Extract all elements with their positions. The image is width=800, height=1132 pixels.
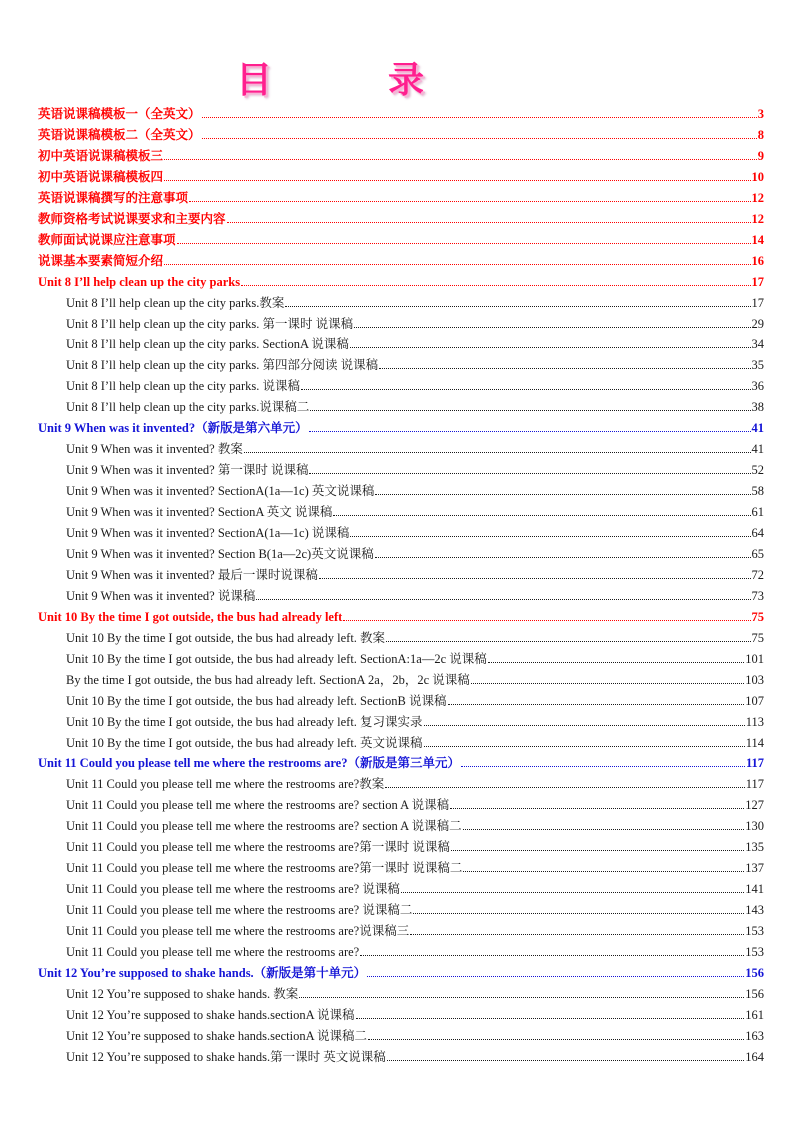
toc-entry[interactable]: [66, 940, 764, 960]
toc-page-number: 64: [751, 526, 764, 540]
toc-page-number: 29: [751, 316, 764, 331]
toc-entry[interactable]: [66, 395, 764, 415]
toc-entry-title: Unit 11 Could you please tell me where the restrooms are?说课稿三: [66, 924, 410, 939]
toc-page-number: 137: [745, 861, 764, 876]
toc-leader-dots: [164, 263, 750, 265]
toc-page-number: 114: [745, 735, 764, 750]
toc-leader-dots: [368, 1038, 744, 1040]
toc-entry-title: Unit 8 I’ll help clean up the city parks. 第一课时 说课稿: [66, 316, 354, 331]
toc-page-number: 156: [745, 986, 764, 1001]
toc-leader-dots: [463, 870, 744, 872]
toc-entry[interactable]: [66, 982, 764, 1002]
toc-entry[interactable]: [66, 898, 764, 918]
toc-entry[interactable]: [66, 479, 764, 499]
toc-leader-dots: [463, 828, 745, 830]
toc-leader-dots: [241, 284, 750, 286]
toc-entry[interactable]: [66, 1024, 764, 1044]
toc-entry-title: Unit 10 By the time I got outside, the bus had already left. 复习课实录: [66, 714, 423, 729]
toc-page-number: 41: [751, 421, 764, 436]
toc-page-number: 127: [745, 798, 764, 813]
toc-leader-dots: [387, 1059, 744, 1061]
toc-leader-dots: [367, 975, 744, 977]
toc-page-number: 117: [745, 756, 764, 771]
toc-entry[interactable]: [66, 689, 764, 709]
toc-entry[interactable]: [66, 647, 764, 667]
toc-entry[interactable]: [66, 710, 764, 730]
toc-entry-title: Unit 12 You’re supposed to shake hands.第一课时 英文说课稿: [66, 1049, 386, 1064]
toc-leader-dots: [450, 807, 744, 809]
toc-entry-title: 说课基本要素简短介绍: [38, 253, 164, 268]
toc-entry-title: Unit 11 Could you please tell me where the restrooms are? 说课稿: [66, 882, 400, 897]
toc-entry-title: Unit 8 I’ll help clean up the city parks. 第四部分阅读 说课稿: [66, 358, 379, 373]
toc-leader-dots: [385, 786, 745, 788]
toc-leader-dots: [413, 912, 744, 914]
toc-entry-heading[interactable]: [38, 961, 764, 981]
toc-page-number: 164: [745, 1049, 764, 1064]
toc-entry-heading[interactable]: [38, 751, 764, 771]
toc-leader-dots: [256, 598, 750, 600]
toc-leader-dots: [488, 661, 744, 663]
toc-entry-heading[interactable]: [38, 416, 764, 436]
toc-entry-title: Unit 9 When was it invented? 最后一课时说课稿: [66, 567, 318, 582]
toc-page-number: 38: [751, 400, 764, 415]
toc-entry-title: Unit 10 By the time I got outside, the bus had already left. 英文说课稿: [66, 735, 423, 750]
toc-page-number: 103: [745, 672, 764, 687]
toc-entry-title: 英语说课稿撰写的注意事项: [38, 190, 189, 205]
toc-entry-title: Unit 9 When was it invented? 教案: [66, 442, 243, 457]
toc-page-number: 101: [745, 651, 764, 666]
toc-leader-dots: [354, 326, 750, 328]
toc-page-number: 17: [751, 295, 764, 310]
toc-leader-dots: [285, 305, 750, 307]
toc-page-number: 75: [751, 609, 764, 624]
toc-entry-title: Unit 9 When was it invented? SectionA(1a—1c) 英文说课稿: [66, 484, 375, 499]
page-title: 目 录: [235, 60, 464, 101]
toc-entry-heading[interactable]: [38, 228, 764, 248]
toc-page-number: 14: [751, 232, 764, 247]
toc-entry[interactable]: [66, 856, 764, 876]
toc-leader-dots: [386, 640, 750, 642]
toc-entry-title: Unit 12 You’re supposed to shake hands.（新版是第十单元）: [38, 965, 367, 980]
toc-entry-title: Unit 10 By the time I got outside, the bus had already left: [38, 609, 343, 624]
toc-entry-title: 教师面试说课应注意事项: [38, 232, 176, 247]
toc-leader-dots: [350, 346, 751, 348]
toc-entry-heading[interactable]: [38, 165, 764, 185]
toc-entry-title: Unit 11 Could you please tell me where the restrooms are?教案: [66, 777, 385, 792]
toc-entry[interactable]: [66, 458, 764, 478]
toc-leader-dots: [343, 619, 750, 621]
toc-page-number: 65: [751, 546, 764, 561]
toc-leader-dots: [451, 849, 744, 851]
toc-entry[interactable]: [66, 312, 764, 332]
toc-entry-title: 英语说课稿模板二（全英文）: [38, 127, 201, 142]
toc-entry-title: Unit 12 You’re supposed to shake hands.sectionA 说课稿: [66, 1007, 355, 1022]
toc-entry[interactable]: [66, 877, 764, 897]
toc-leader-dots: [356, 1017, 745, 1019]
toc-entry-heading[interactable]: [38, 186, 764, 206]
toc-page-number: 72: [751, 567, 764, 582]
toc-leader-dots: [375, 493, 750, 495]
toc-page-number: 3: [757, 107, 764, 121]
toc-leader-dots: [401, 891, 744, 893]
toc-leader-dots: [301, 388, 751, 390]
toc-entry[interactable]: [66, 500, 764, 520]
toc-page-number: 135: [745, 840, 764, 855]
toc-entry-title: Unit 12 You’re supposed to shake hands.sectionA 说课稿二: [66, 1028, 368, 1043]
toc-entry-title: Unit 8 I’ll help clean up the city parks.说课稿二: [66, 400, 310, 415]
toc-entry-title: Unit 10 By the time I got outside, the bus had already left. 教案: [66, 630, 386, 645]
toc-page-number: 107: [745, 693, 764, 708]
toc-entry-title: Unit 8 I’ll help clean up the city parks: [38, 274, 241, 289]
toc-entry-heading[interactable]: [38, 605, 764, 625]
toc-page-number: 117: [745, 777, 764, 792]
toc-leader-dots: [379, 367, 750, 369]
toc-entry[interactable]: [66, 521, 764, 541]
toc-entry-title: Unit 8 I’ll help clean up the city parks. 说课稿: [66, 379, 300, 394]
toc-page-number: 75: [751, 630, 764, 645]
toc-entry-title: Unit 9 When was it invented? 第一课时 说课稿: [66, 463, 309, 478]
toc-entry-heading[interactable]: [38, 270, 764, 290]
toc-entry-title: Unit 10 By the time I got outside, the bus had already left. SectionB 说课稿: [66, 693, 447, 708]
toc-entry-heading[interactable]: [38, 102, 764, 122]
toc-entry[interactable]: [66, 332, 764, 352]
toc-leader-dots: [177, 242, 751, 244]
toc-entry-title: 初中英语说课稿模板三: [38, 148, 164, 163]
toc-leader-dots: [424, 724, 745, 726]
toc-leader-dots: [299, 996, 744, 998]
toc-entry-title: Unit 8 I’ll help clean up the city parks. SectionA 说课稿: [66, 337, 349, 352]
toc-entry[interactable]: [66, 814, 764, 834]
toc-entry[interactable]: [66, 542, 764, 562]
toc-page-number: 61: [751, 505, 764, 520]
toc-page-number: 10: [751, 169, 764, 184]
toc-entry-title: Unit 9 When was it invented?（新版是第六单元）: [38, 421, 308, 436]
toc-entry-heading[interactable]: [38, 123, 764, 143]
toc-entry-title: Unit 9 When was it invented? 说课稿: [66, 588, 256, 603]
toc-page-number: 163: [745, 1028, 764, 1043]
toc-page-number: 41: [751, 442, 764, 457]
toc-page-number: 16: [751, 253, 764, 268]
toc-entry[interactable]: [66, 731, 764, 751]
toc-page-number: 73: [751, 588, 764, 603]
toc-entry-title: Unit 11 Could you please tell me where the restrooms are?第一课时 说课稿: [66, 840, 450, 855]
toc-leader-dots: [461, 765, 745, 767]
toc-page-number: 141: [745, 882, 764, 897]
toc-leader-dots: [410, 933, 744, 935]
toc-leader-dots: [310, 409, 750, 411]
toc-entry-title: Unit 11 Could you please tell me where the restrooms are? 说课稿二: [66, 903, 413, 918]
toc-entry-title: Unit 12 You’re supposed to shake hands. 教案: [66, 986, 299, 1001]
toc-leader-dots: [309, 430, 751, 432]
toc-leader-dots: [164, 179, 750, 181]
toc-entry[interactable]: [66, 437, 764, 457]
toc-page-number: 130: [745, 819, 764, 834]
toc-entry-title: Unit 9 When was it invented? SectionA(1a—1c) 说课稿: [66, 526, 350, 540]
toc-entry[interactable]: [66, 291, 764, 311]
toc-entry[interactable]: [66, 563, 764, 583]
toc-leader-dots: [360, 954, 744, 956]
toc-leader-dots: [202, 137, 757, 139]
toc-page-number: 153: [745, 945, 764, 959]
toc-entry[interactable]: [66, 626, 764, 646]
toc-page-number: 52: [751, 463, 764, 478]
toc-leader-dots: [375, 556, 751, 558]
toc-page-number: 12: [751, 211, 764, 226]
toc-entry[interactable]: [66, 584, 764, 604]
toc-page-number: 34: [751, 337, 764, 352]
toc-leader-dots: [471, 682, 745, 684]
toc-leader-dots: [448, 703, 745, 705]
toc-page-number: 143: [745, 903, 764, 918]
toc-page-number: 35: [751, 358, 764, 373]
toc-entry-title: By the time I got outside, the bus had already left. SectionA 2a，2b，2c 说课稿: [66, 672, 470, 687]
toc-entry-title: 教师资格考试说课要求和主要内容: [38, 211, 226, 226]
toc-leader-dots: [189, 200, 750, 202]
toc-leader-dots: [309, 472, 750, 474]
toc-leader-dots: [319, 577, 751, 579]
toc-page-number: 8: [757, 127, 764, 142]
toc-entry-title: 初中英语说课稿模板四: [38, 169, 164, 184]
toc-leader-dots: [424, 745, 745, 747]
toc-entry[interactable]: [66, 668, 764, 688]
toc-leader-dots: [333, 514, 750, 516]
toc-page-number: 36: [751, 379, 764, 394]
toc-entry[interactable]: [66, 835, 764, 855]
toc-entry-title: Unit 11 Could you please tell me where the restrooms are? section A 说课稿二: [66, 819, 462, 834]
toc-page-number: 161: [745, 1007, 764, 1022]
toc-entry-title: Unit 8 I’ll help clean up the city parks.教案: [66, 295, 285, 310]
toc-entry[interactable]: [66, 772, 764, 792]
toc-page-number: 12: [751, 190, 764, 205]
toc-leader-dots: [350, 535, 750, 537]
toc-entry[interactable]: [66, 1045, 764, 1065]
toc-entry-title: Unit 11 Could you please tell me where the restrooms are?第一课时 说课稿二: [66, 861, 463, 876]
toc-page-number: 17: [751, 274, 764, 289]
toc-entry-title: Unit 11 Could you please tell me where the restrooms are?（新版是第三单元）: [38, 756, 460, 771]
toc-entry-title: 英语说课稿模板一（全英文）: [38, 107, 201, 121]
toc-entry-title: Unit 10 By the time I got outside, the bus had already left. SectionA:1a—2c 说课稿: [66, 651, 487, 666]
toc-entry[interactable]: [66, 919, 764, 939]
toc-page-number: 156: [745, 965, 764, 980]
toc-entry-heading[interactable]: [38, 144, 764, 164]
toc-entry-title: Unit 9 When was it invented? Section B(1a—2c)英文说课稿: [66, 546, 374, 561]
toc-entry-heading[interactable]: [38, 249, 764, 269]
toc-entry-title: Unit 11 Could you please tell me where the restrooms are? section A 说课稿: [66, 798, 450, 813]
toc-page-number: 9: [757, 148, 764, 163]
toc-entry[interactable]: [66, 353, 764, 373]
toc-entry[interactable]: [66, 374, 764, 394]
toc-leader-dots: [202, 116, 757, 118]
toc-leader-dots: [164, 158, 757, 160]
toc-entry-heading[interactable]: [38, 207, 764, 227]
toc-leader-dots: [244, 451, 751, 453]
toc-entry[interactable]: [66, 1003, 764, 1023]
toc-page-number: 113: [745, 714, 764, 729]
toc-page-number: 58: [751, 484, 764, 499]
toc-entry-title: Unit 11 Could you please tell me where the restrooms are?: [66, 945, 360, 959]
toc-entry[interactable]: [66, 793, 764, 813]
toc-entry-title: Unit 9 When was it invented? SectionA 英文 说课稿: [66, 505, 333, 520]
toc-leader-dots: [227, 221, 751, 223]
toc-page-number: 153: [745, 924, 764, 939]
